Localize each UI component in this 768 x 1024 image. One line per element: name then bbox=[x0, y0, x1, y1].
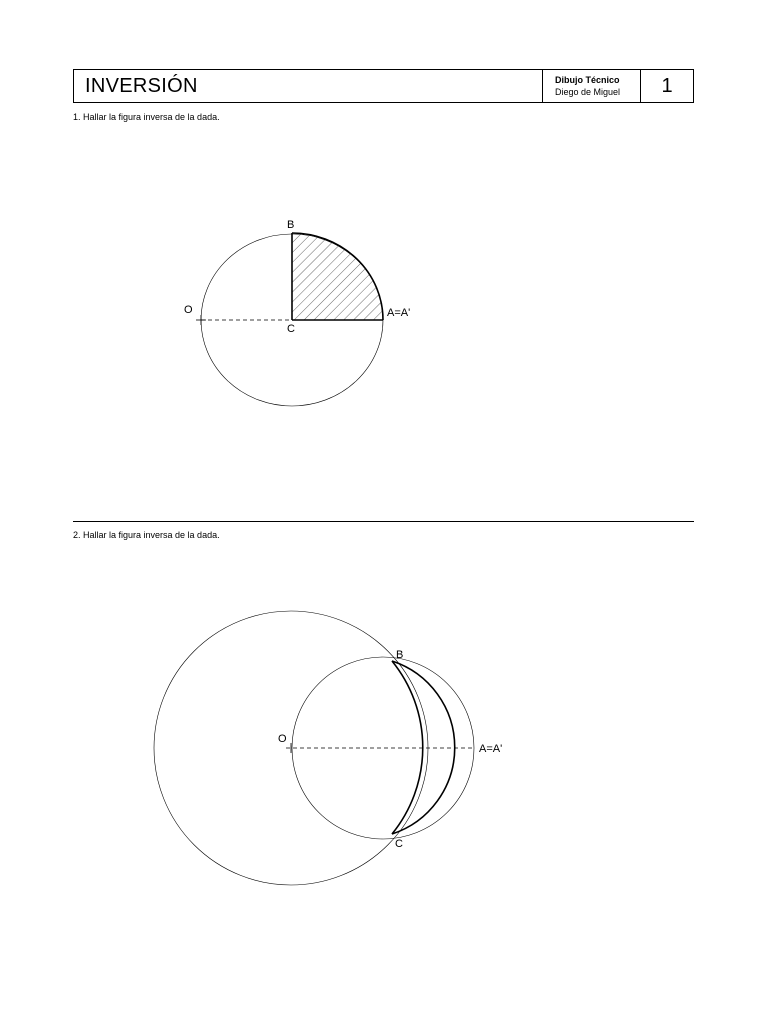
sheet-number: 1 bbox=[640, 70, 693, 102]
figure-2-inverse-arc bbox=[392, 661, 423, 834]
exercise-2-statement: 2. Hallar la figura inversa de la dada. bbox=[73, 530, 220, 540]
figure-2-label-c: C bbox=[395, 838, 403, 850]
figure-1-label-c: C bbox=[287, 323, 295, 335]
figure-2-label-a: A=A' bbox=[479, 743, 503, 755]
figure-2-small-circle bbox=[292, 657, 474, 839]
figure-2 bbox=[154, 611, 502, 885]
exercise-1-statement: 1. Hallar la figura inversa de la dada. bbox=[73, 112, 220, 122]
sheet-title: INVERSIÓN bbox=[85, 74, 198, 97]
figure-1-label-a: A=A' bbox=[387, 307, 411, 319]
author-label: Diego de Miguel bbox=[555, 87, 621, 97]
figure-1-hatched-quarter bbox=[292, 233, 383, 320]
figure-1-label-o: O bbox=[184, 304, 193, 316]
figure-1-label-b: B bbox=[287, 219, 295, 231]
subject-label: Dibujo Técnico bbox=[555, 75, 620, 85]
figure-1 bbox=[184, 219, 410, 406]
figure-2-label-o: O bbox=[278, 733, 287, 745]
figure-2-label-b: B bbox=[396, 649, 404, 661]
